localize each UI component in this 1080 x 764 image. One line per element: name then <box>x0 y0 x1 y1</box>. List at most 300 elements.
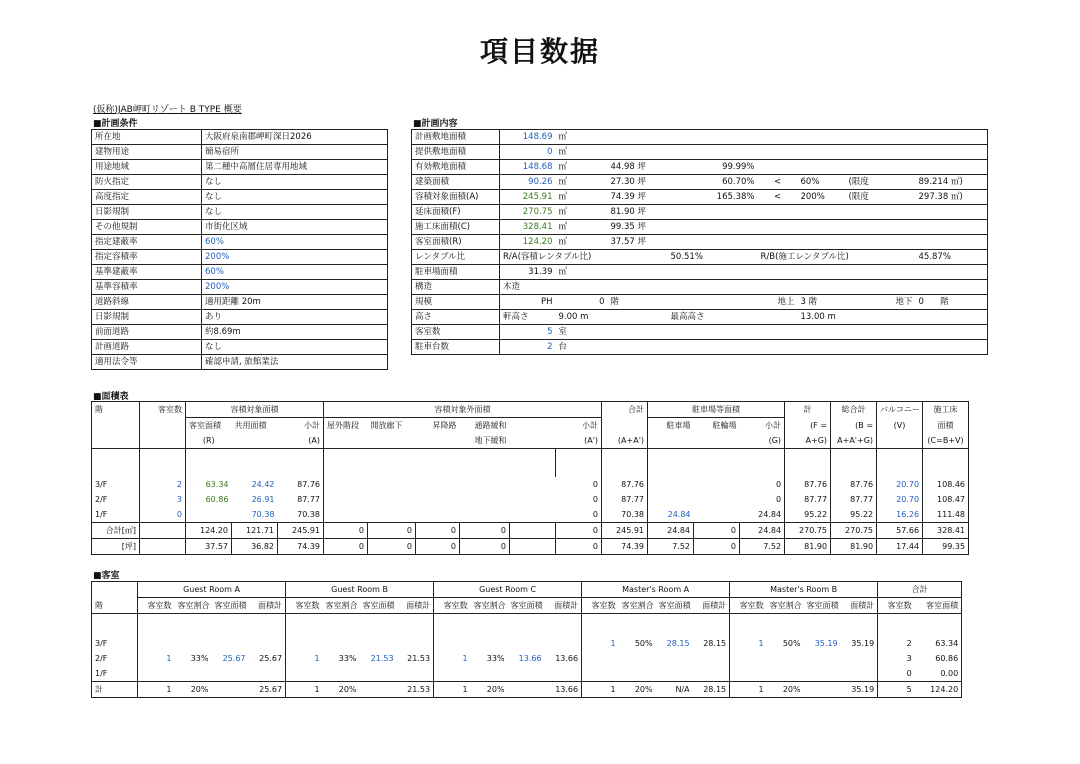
condition-label: 道路斜線 <box>92 295 202 310</box>
empty-cell <box>368 492 416 507</box>
row-effective-area <box>412 160 988 175</box>
condition-label: 所在地 <box>92 130 202 145</box>
os-cell: 0 <box>324 539 368 555</box>
sum-cell: 25.67 <box>249 682 286 698</box>
floor-cell: 3/F <box>92 636 138 651</box>
unit: ㎡ <box>556 130 988 145</box>
empty-cell <box>416 507 460 523</box>
h-room-area: 客室面積 <box>186 418 232 434</box>
label: レンタブル比 <box>412 250 500 265</box>
r-cell: 37.57 <box>186 539 232 555</box>
room-area-value: 124.20 <box>500 235 556 250</box>
empty-cell <box>510 477 556 492</box>
sum-cell <box>397 666 434 682</box>
ratio-cell <box>471 666 508 682</box>
tsubo-cell: 81.90 坪 <box>608 205 988 220</box>
h-vol-target: 容積対象面積 <box>186 402 324 418</box>
os-cell: 0 <box>324 523 368 539</box>
sum-cell <box>397 636 434 651</box>
sub-sum: 面積計 <box>693 598 730 614</box>
sum-cell: 35.19 <box>841 636 878 651</box>
h-balcony-v: (V) <box>877 418 923 434</box>
tsubo-cell: 74.39 坪 <box>608 190 668 205</box>
condition-value: 60% <box>202 265 388 280</box>
label: 駐車台数 <box>412 340 500 355</box>
count-cell: 1 <box>434 682 471 698</box>
common-cell: 36.82 <box>232 539 278 555</box>
room-area-cell: 60.86 <box>186 492 232 507</box>
common-cell: 24.42 <box>251 480 275 489</box>
area-cell <box>508 682 545 698</box>
eave-value: 9.00 m <box>556 310 668 325</box>
sub-area: 客室面積 <box>804 598 841 614</box>
floor-cell: 3/F <box>92 477 140 492</box>
row-construction-floor <box>412 220 988 235</box>
sub-ratio: 客室割合 <box>323 598 360 614</box>
f-cell: 87.76 <box>785 477 831 492</box>
f-cell: 87.77 <box>785 492 831 507</box>
g-cell: 24.84 <box>740 507 785 523</box>
floor-cell: 1/F <box>92 666 138 682</box>
ratio-cell <box>175 666 212 682</box>
subtotal-a2-cell: 0 <box>556 477 602 492</box>
condition-label: その他規制 <box>92 220 202 235</box>
empty-cell <box>324 507 368 523</box>
area-cell <box>212 666 249 682</box>
car-cell <box>648 492 694 507</box>
label: 高さ <box>412 310 500 325</box>
room-group-header: Guest Room B <box>286 582 434 598</box>
sub-ratio: 客室割合 <box>471 598 508 614</box>
room-total-header: 合計 <box>878 582 962 598</box>
subtotal-a2-cell: 0 <box>556 492 602 507</box>
ratio-cell: 20% <box>323 682 360 698</box>
area-row <box>92 492 969 507</box>
sub-area: 客室面積 <box>212 598 249 614</box>
tsubo-cell: 99.35 坪 <box>608 220 988 235</box>
condition-row <box>92 190 388 205</box>
condition-label: 高度指定 <box>92 190 202 205</box>
parking-value: 2 <box>500 340 556 355</box>
bike-cell <box>694 477 740 492</box>
area-cell <box>804 651 841 666</box>
empty-cell <box>360 614 397 637</box>
v-cell: 20.70 <box>877 492 923 507</box>
condition-value: 200% <box>202 250 388 265</box>
condition-row <box>92 130 388 145</box>
condition-label: 用途地域 <box>92 160 202 175</box>
area-cell: 25.67 <box>222 654 246 663</box>
count-cell: 1 <box>286 682 323 698</box>
room-group-header: Guest Room A <box>138 582 286 598</box>
condition-row <box>92 160 388 175</box>
area-cell <box>212 682 249 698</box>
max-value: 13.00 m <box>798 310 988 325</box>
limit-label: (限度 <box>846 190 916 205</box>
floor-cell: 1/F <box>92 507 140 523</box>
area-row <box>92 477 969 492</box>
area-cell: N/A <box>656 682 693 698</box>
room-total-row <box>92 682 962 698</box>
empty-cell <box>368 507 416 523</box>
ratio-cell <box>767 651 804 666</box>
empty-cell <box>510 523 556 539</box>
ratio-cell <box>323 666 360 682</box>
room-header-2 <box>92 598 962 614</box>
car-cell: 7.52 <box>648 539 694 555</box>
condition-value: なし <box>202 205 388 220</box>
ra-label: R/A(容積レンタブル比) <box>500 250 668 265</box>
subtotal-a-cell: 87.77 <box>278 492 324 507</box>
empty-cell <box>92 614 138 637</box>
room-area-cell: 63.34 <box>186 477 232 492</box>
label: 客室面積(R) <box>412 235 500 250</box>
f-cell: 81.90 <box>785 539 831 555</box>
subtotal-a-cell: 87.76 <box>278 477 324 492</box>
h-common: 共用面積 <box>232 418 278 434</box>
count-cell <box>286 636 323 651</box>
sub-area: 客室面積 <box>656 598 693 614</box>
sum-cell <box>545 666 582 682</box>
condition-value: 適用距離 20m <box>202 295 388 310</box>
empty-cell <box>397 614 434 637</box>
total-label: 計 <box>92 682 138 698</box>
sum-cell <box>249 666 286 682</box>
empty-cell <box>619 614 656 637</box>
sub-area: 客室面積 <box>508 598 545 614</box>
total-area-cell: 60.86 <box>915 651 962 666</box>
row-rooms <box>412 325 988 340</box>
area-cell <box>656 666 693 682</box>
empty-cell <box>730 614 767 637</box>
empty-cell <box>324 477 368 492</box>
ratio-cell: 20% <box>619 682 656 698</box>
empty-cell <box>323 614 360 637</box>
condition-row <box>92 235 388 250</box>
count-cell: 1 <box>730 682 767 698</box>
f-cell: 95.22 <box>785 507 831 523</box>
h-grand: 総合計 <box>831 402 877 418</box>
sub-ratio: 客室割合 <box>175 598 212 614</box>
condition-row <box>92 265 388 280</box>
c-cell: 99.35 <box>923 539 969 555</box>
common-cell: 121.71 <box>232 523 278 539</box>
condition-row <box>92 205 388 220</box>
ratio-cell <box>471 636 508 651</box>
condition-label: 適用法令等 <box>92 355 202 370</box>
sum-cell: 25.67 <box>249 651 286 666</box>
sum-cell: 28.15 <box>693 636 730 651</box>
provided-area-value: 0 <box>500 145 556 160</box>
a-cell: 74.39 <box>278 539 324 555</box>
room-group-header: Master's Room B <box>730 582 878 598</box>
empty-cell <box>471 614 508 637</box>
unit: 室 <box>556 325 988 340</box>
area-cell <box>508 636 545 651</box>
empty-cell <box>249 614 286 637</box>
contents-table <box>411 129 988 355</box>
floor-area-target-value: 245.91 <box>500 190 556 205</box>
b-cell: 270.75 <box>831 523 877 539</box>
count-cell <box>582 651 619 666</box>
room-header-1 <box>92 582 962 598</box>
row-height <box>412 310 988 325</box>
ratio-cell <box>323 636 360 651</box>
count-cell: 1 <box>730 636 767 651</box>
area-total-tsubo <box>92 539 969 555</box>
sub-count: 客室数 <box>286 598 323 614</box>
area-row <box>92 507 969 523</box>
bike-cell: 0 <box>694 539 740 555</box>
label: 駐車場面積 <box>412 265 500 280</box>
r-cell: 124.20 <box>186 523 232 539</box>
ratio-cell: 20% <box>767 682 804 698</box>
total-cell: 74.39 <box>602 539 648 555</box>
below-value: 0 階 <box>916 295 988 310</box>
empty-cell <box>656 614 693 637</box>
empty-cell <box>460 492 510 507</box>
effective-area-value: 148.68 <box>500 160 556 175</box>
h-sub-a: (A) <box>278 433 324 449</box>
empty-cell <box>212 614 249 637</box>
tsubo-cell: 37.57 坪 <box>608 235 988 250</box>
above-label: 地上 <box>702 295 798 310</box>
ratio-cell: 33% <box>338 654 357 663</box>
empty-cell <box>915 614 962 637</box>
label: 計画敷地面積 <box>412 130 500 145</box>
area-cell: 13.66 <box>518 654 542 663</box>
count-cell: 1 <box>286 651 323 666</box>
coverage-ratio: 60.70% <box>668 175 758 190</box>
h-car: 駐車場 <box>648 418 694 434</box>
room-row <box>92 666 962 682</box>
condition-row <box>92 145 388 160</box>
site-area-value: 148.69 <box>500 130 556 145</box>
unit: ㎡ <box>556 175 608 190</box>
sub-count: 客室数 <box>434 598 471 614</box>
h-constr2: 面積 <box>923 418 969 434</box>
sum-cell <box>841 666 878 682</box>
rooms-cell: 2 <box>140 477 186 492</box>
condition-label: 基準建蔽率 <box>92 265 202 280</box>
conditions-table <box>91 129 388 370</box>
label: 延床面積(F) <box>412 205 500 220</box>
building-area-value: 90.26 <box>500 175 556 190</box>
total-label: 合計[㎡] <box>92 523 140 539</box>
room-area-cell <box>186 507 232 523</box>
condition-row <box>92 175 388 190</box>
sub-sum: 面積計 <box>841 598 878 614</box>
h-underground-relax: 地下緩和 <box>460 433 510 449</box>
total-count-cell: 0 <box>878 666 915 682</box>
b-cell: 87.76 <box>831 477 877 492</box>
unit: ㎡ <box>556 235 608 250</box>
h-sub-g: (G) <box>740 433 785 449</box>
sum-cell: 21.53 <box>397 682 434 698</box>
max-label: 最高高さ <box>668 310 798 325</box>
rooms-value: 5 <box>500 325 556 340</box>
oc-cell: 0 <box>368 539 416 555</box>
sum-cell <box>841 651 878 666</box>
unit: ㎡ <box>556 220 608 235</box>
unit: ㎡ <box>556 190 608 205</box>
floor-unit: 階 <box>608 295 702 310</box>
sum-cell: 21.53 <box>397 651 434 666</box>
row-parking <box>412 340 988 355</box>
bike-cell <box>694 507 740 523</box>
label: 提供敷地面積 <box>412 145 500 160</box>
area-cell: 21.53 <box>370 654 394 663</box>
unit: ㎡ <box>556 160 608 175</box>
condition-label: 建物用途 <box>92 145 202 160</box>
area-cell <box>360 666 397 682</box>
h-total: 合計 <box>602 402 648 418</box>
b-cell: 81.90 <box>831 539 877 555</box>
c-cell: 108.47 <box>923 492 969 507</box>
row-site-area <box>412 130 988 145</box>
h-floor: 階 <box>92 402 140 418</box>
floor-ratio: 165.38% <box>668 190 758 205</box>
v-cell: 57.66 <box>877 523 923 539</box>
empty-cell <box>460 507 510 523</box>
empty-cell <box>510 507 556 523</box>
row-structure <box>412 280 988 295</box>
condition-label: 基準容積率 <box>92 280 202 295</box>
condition-label: 日影規制 <box>92 310 202 325</box>
total-label: [坪] <box>92 539 140 555</box>
row-rentable <box>412 250 988 265</box>
count-cell <box>434 666 471 682</box>
subtotal-a-cell: 70.38 <box>278 507 324 523</box>
empty-cell <box>841 614 878 637</box>
total-cell: 70.38 <box>602 507 648 523</box>
total-count-cell: 3 <box>878 651 915 666</box>
area-total-m2 <box>92 523 969 539</box>
total-area-cell: 63.34 <box>915 636 962 651</box>
count-cell: 1 <box>434 651 471 666</box>
condition-value: 市街化区域 <box>202 220 388 235</box>
empty-cell <box>878 614 915 637</box>
h-subtotal: 小計 <box>278 418 324 434</box>
common-cell: 26.91 <box>251 495 275 504</box>
area-cell <box>508 666 545 682</box>
ra-value: 50.51% <box>668 250 758 265</box>
area-cell <box>212 636 249 651</box>
ratio-cell <box>619 651 656 666</box>
below-label: 地下 <box>846 295 916 310</box>
empty-cell <box>460 477 510 492</box>
total-area-cell: 0.00 <box>915 666 962 682</box>
unit: ㎡ <box>556 145 988 160</box>
eave-label: 軒高さ <box>500 310 556 325</box>
rb-label: R/B(施工レンタブル比) <box>758 250 916 265</box>
ratio-cell: 20% <box>471 682 508 698</box>
h-room-area2: (R) <box>186 433 232 449</box>
car-cell: 24.84 <box>648 507 694 523</box>
oc-cell: 0 <box>368 523 416 539</box>
a-cell: 245.91 <box>278 523 324 539</box>
cr-cell: 0 <box>460 523 510 539</box>
above-value: 3 階 <box>798 295 846 310</box>
v-cell: 20.70 <box>877 477 923 492</box>
h-sub-a2: (A') <box>556 433 602 449</box>
floor-label: 階 <box>92 598 138 614</box>
total-cell: 245.91 <box>602 523 648 539</box>
empty-cell <box>140 523 186 539</box>
sum-cell <box>693 666 730 682</box>
tsubo-cell: 44.98 坪 <box>608 160 668 175</box>
h-elevator: 昇降路 <box>416 418 460 434</box>
car-cell: 24.84 <box>648 523 694 539</box>
label: 有効敷地面積 <box>412 160 500 175</box>
h-constr3: (C=B+V) <box>923 433 969 449</box>
label: 規模 <box>412 295 500 310</box>
sub-count: 客室数 <box>878 598 915 614</box>
empty-cell <box>416 477 460 492</box>
page-title: 項目数据 <box>479 35 600 68</box>
rooms-table <box>91 581 962 698</box>
empty-cell <box>510 492 556 507</box>
g-cell: 7.52 <box>740 539 785 555</box>
g-cell: 0 <box>740 492 785 507</box>
bike-cell <box>694 492 740 507</box>
b-cell: 95.22 <box>831 507 877 523</box>
c-cell: 328.41 <box>923 523 969 539</box>
ph-label: PH <box>500 295 556 310</box>
h-outdoor-stair: 屋外階段 <box>324 418 368 434</box>
area-cell: 28.15 <box>666 639 690 648</box>
total-cell: 87.77 <box>602 492 648 507</box>
label: 客室数 <box>412 325 500 340</box>
total-cell: 87.76 <box>602 477 648 492</box>
tsubo-cell: 27.30 坪 <box>608 175 668 190</box>
overview-title: (仮称)JAB岬町リゾート B TYPE 概要 <box>93 105 242 115</box>
sub-area: 客室面積 <box>915 598 962 614</box>
condition-value: なし <box>202 340 388 355</box>
ratio-cell <box>767 666 804 682</box>
condition-row <box>92 340 388 355</box>
unit: 台 <box>556 340 988 355</box>
room-spacer <box>92 614 962 637</box>
total-count-cell: 5 <box>878 682 915 698</box>
condition-row <box>92 280 388 295</box>
count-cell <box>434 636 471 651</box>
row-provided-area <box>412 145 988 160</box>
sub-sum: 面積計 <box>397 598 434 614</box>
total-area-cell: 124.20 <box>915 682 962 698</box>
h-sum-f: (F = <box>785 418 831 434</box>
empty-cell <box>140 539 186 555</box>
g-cell: 0 <box>740 477 785 492</box>
condition-value: 確認申請, 旅館業法 <box>202 355 388 370</box>
empty-cell <box>804 614 841 637</box>
ratio-cell: 50% <box>782 639 801 648</box>
floor-cell: 2/F <box>92 651 138 666</box>
c-cell: 111.48 <box>923 507 969 523</box>
h-grand-b: (B = <box>831 418 877 434</box>
sum-cell: 35.19 <box>841 682 878 698</box>
h-rooms: 客室数 <box>140 402 186 418</box>
structure-value: 木造 <box>500 280 988 295</box>
label: 建築面積 <box>412 175 500 190</box>
g-cell: 24.84 <box>740 523 785 539</box>
sub-area: 客室面積 <box>360 598 397 614</box>
h-sum: 計 <box>785 402 831 418</box>
empty-cell <box>324 492 368 507</box>
less-than: < <box>758 190 798 205</box>
floor-cell: 2/F <box>92 492 140 507</box>
rooms-cell: 0 <box>140 507 186 523</box>
